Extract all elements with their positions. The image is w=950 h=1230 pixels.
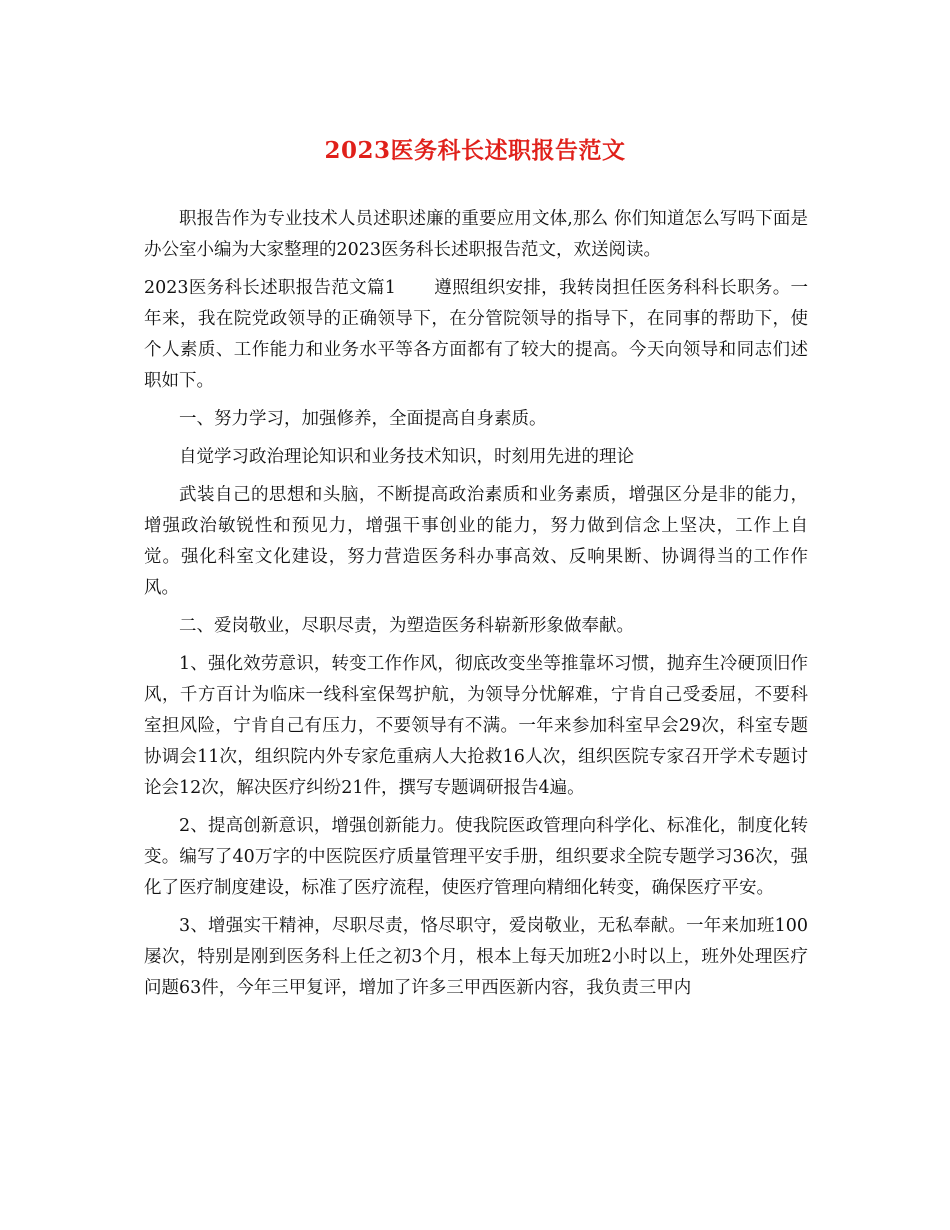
list-item-2: 2、提高创新意识，增强创新能力。使我院医政管理向科学化、标准化，制度化转变。编写了40万字的中医院医疗质量管理平安手册，组织要求全院专题学习36次，强化了医疗制度建设，标准了医疗流程，使医疗管理向精细化转变，确保医疗平安。 (144, 816, 808, 898)
intro-paragraph: 职报告作为专业技术人员述职述廉的重要应用文体,那么 你们知道怎么写吗下面是办公室小编为大家整理的2023医务科长述职报告范文，欢送阅读。 (144, 209, 808, 260)
section-paragraph (144, 273, 808, 397)
list-item-3: 3、增强实干精神，尽职尽责，恪尽职守，爱岗敬业，无私奉献。一年来加班100屡次，特别是刚到医务科上任之初3个月，根本上每天加班2小时以上，班外处理医疗问题63件，今年三甲复评，增加了许多三甲西医新内容，我负责三甲内 (144, 916, 808, 998)
paragraph-1b: 武装自己的思想和头脑，不断提高政治素质和业务素质，增强区分是非的能力，增强政治敏锐性和预见力，增强干事创业的能力，努力做到信念上坚决，工作上自觉。强化科室文化建设，努力营造医务科办事高效、反响果断、协调得当的工作作风。 (144, 485, 808, 598)
heading-2: 二、爱岗敬业，尽职尽责，为塑造医务科崭新形象做奉献。 (179, 616, 634, 636)
paragraph-1a: 自觉学习政治理论知识和业务技术知识，时刻用先进的理论 (179, 447, 634, 467)
document-title: 2023医务科长述职报告范文 (324, 137, 626, 164)
section-text: 遵照组织安排，我转岗担任医务科科长职务。一年来，我在院党政领导的正确领导下，在分管院领导的指导下，在同事的帮助下，使个人素质、工作能力和业务水平等各方面都有了较大的提高。今天向领导和同志们述职如下。 (144, 278, 809, 391)
section-label: 2023医务科长述职报告范文篇1 (144, 278, 396, 298)
heading-1: 一、努力学习，加强修养，全面提高自身素质。 (179, 409, 547, 429)
list-item-1: 1、强化效劳意识，转变工作作风，彻底改变坐等推靠坏习惯，抛弃生冷硬顶旧作风，千方百计为临床一线科室保驾护航，为领导分忧解难，宁肯自己受委屈，不要科室担风险，宁肯自己有压力，不要领导有不满。一年来参加科室早会29次，科室专题协调会11次，组织院内外专家危重病人大抢救16人次，组织医院专家召开学术专题讨论会12次，解决医疗纠纷21件，撰写专题调研报告4遍。 (144, 654, 808, 798)
document-body (144, 204, 808, 1011)
